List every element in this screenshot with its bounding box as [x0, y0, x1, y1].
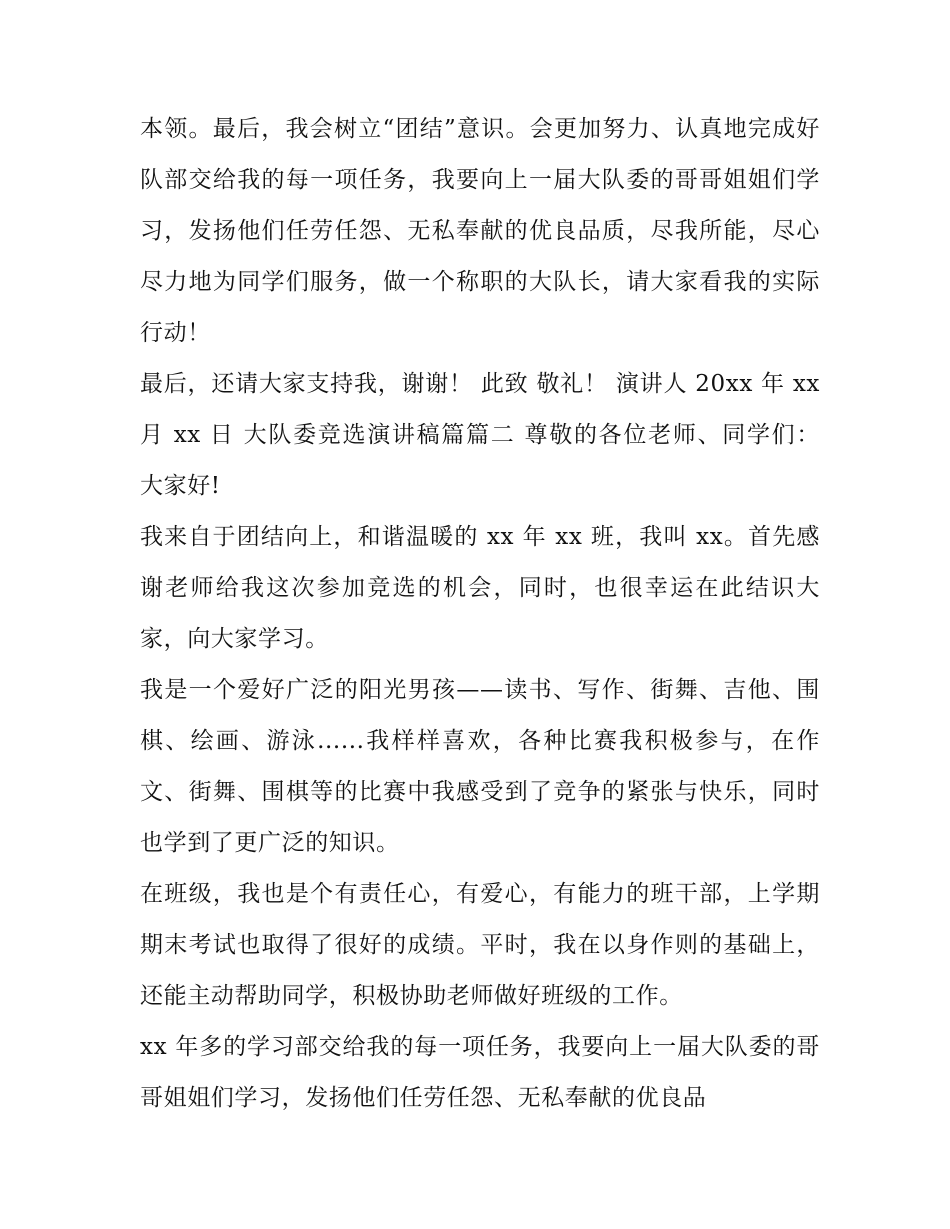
document-body [140, 104, 820, 1124]
paragraph: 我是一个爱好广泛的阳光男孩——读书、写作、街舞、吉他、围棋、绘画、游泳......我样样喜欢，各种比赛我积极参与，在作文、街舞、围棋等的比赛中我感受到了竞争的紧张与快乐，同时也学到了更广泛的知识。 [140, 677, 820, 856]
paragraph: 我来自于团结向上，和谐温暖的 xx 年 xx 班，我叫 xx。首先感谢老师给我这次参加竞选的机会，同时，也很幸运在此结识大家，向大家学习。 [140, 524, 820, 652]
paragraph: 最后，还请大家支持我，谢谢！ 此致 敬礼！ 演讲人 20xx 年 xx 月 xx 日 大队委竞选演讲稿篇篇二 尊敬的各位老师、同学们： 大家好! [140, 371, 820, 499]
paragraph: xx 年多的学习部交给我的每一项任务，我要向上一届大队委的哥哥姐姐们学习，发扬他们任劳任怨、无私奉献的优良品 [140, 1034, 820, 1111]
paragraph: 在班级，我也是个有责任心，有爱心，有能力的班干部，上学期期末考试也取得了很好的成绩。平时，我在以身作则的基础上，还能主动帮助同学，积极协助老师做好班级的工作。 [140, 881, 820, 1009]
paragraph: 本领。最后，我会树立“团结”意识。会更加努力、认真地完成好队部交给我的每一项任务，我要向上一届大队委的哥哥姐姐们学习，发扬他们任劳任怨、无私奉献的优良品质，尽我所能，尽心尽力地为同学们服务，做一个称职的大队长，请大家看我的实际行动！ [140, 116, 820, 346]
